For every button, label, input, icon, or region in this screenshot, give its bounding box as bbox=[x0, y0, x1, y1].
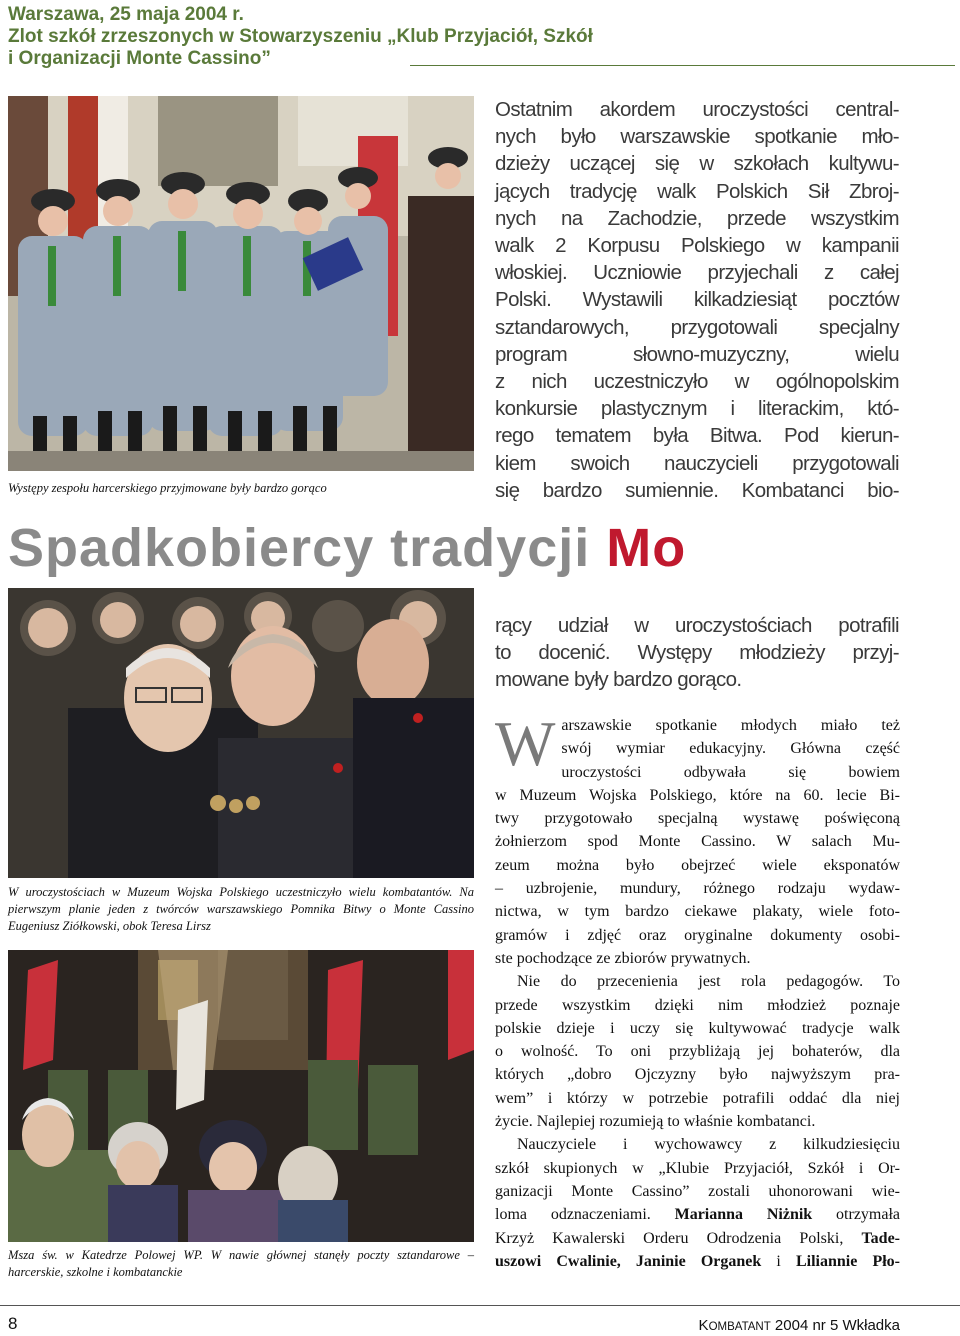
body-line: przede wszystkim dzięki nim młodzież poznaje bbox=[495, 996, 900, 1014]
lead-line: kiem swoich nauczycieli przygotowali bbox=[495, 451, 899, 475]
body-line: nictwa, w tym bardzo ciekawe plakaty, wiele foto- bbox=[495, 903, 900, 921]
lead-line: się bardzo sumiennie. Kombatanci bio- bbox=[495, 478, 899, 502]
body-line: życie. Najlepiej rozumieją to właśnie kombatanci. bbox=[495, 1113, 816, 1131]
body-line: arszawskie spotkanie młodych miało też bbox=[561, 717, 900, 734]
body-line: szkół skupionych w „Klubie Przyjaciół, Szkół i Or- bbox=[495, 1159, 900, 1177]
lead-line: to docenić. Występy młodzieży przyj- bbox=[495, 641, 899, 665]
lead-line: rący udział w uroczystościach potrafili bbox=[495, 614, 899, 637]
body-line: swój wymiar edukacyjny. Główna część bbox=[561, 740, 900, 758]
photo-scouts-choir bbox=[8, 96, 474, 471]
body-line: w Muzeum Wojska Polskiego, które na 60. lecie Bi- bbox=[495, 786, 900, 804]
body-line: o wolność. To oni przybliżają jej bohaterów, dla bbox=[495, 1043, 900, 1061]
body-line: ste pochodzące ze zbiorów prywatnych. bbox=[495, 949, 751, 967]
article-title bbox=[8, 518, 686, 578]
lead-line: jących tradycję walk Polskich Sił Zbroj- bbox=[495, 179, 899, 203]
lead-line: mowane były bardzo gorąco. bbox=[495, 668, 742, 692]
person-name: Marianna Niżnik bbox=[674, 1206, 813, 1224]
body-line bbox=[495, 1250, 900, 1273]
lead-line: program słowno-muzyczny, wielu bbox=[495, 342, 899, 366]
body-line: – uzbrojenie, mundury, różnego rodzaju wydaw- bbox=[495, 880, 900, 898]
lead-paragraph bbox=[495, 96, 899, 504]
lead-line: Ostatnim akordem uroczystości central- bbox=[495, 98, 899, 121]
body-line: Nauczyciele i wychowawcy z kilkudziesięciu bbox=[517, 1136, 900, 1154]
footer-rule bbox=[0, 1305, 960, 1306]
magazine-name-initial: K bbox=[698, 1317, 709, 1334]
body-line bbox=[495, 1227, 900, 1250]
body-text: loma odznaczeniami. bbox=[495, 1206, 675, 1224]
person-name: uszowi Cwalinie, Janinie Organek bbox=[495, 1252, 762, 1270]
issue-info: 2004 nr 5 Wkładka bbox=[770, 1317, 900, 1334]
body-line bbox=[495, 1203, 900, 1226]
body-line: których „dobro Ojczyzny było najwyższym pra- bbox=[495, 1066, 900, 1084]
lead-line: rego tematem była Bitwa. Pod kierun- bbox=[495, 424, 899, 448]
dropcap: W bbox=[495, 708, 556, 779]
magazine-name-rest: OMBATANT bbox=[708, 1321, 771, 1333]
lead-line: sztandarowych, przygotowali specjalny bbox=[495, 315, 899, 339]
person-name: Tade- bbox=[861, 1229, 900, 1247]
body-line: wem” i którzy w potrzebie potrafili oddać dla niej bbox=[495, 1089, 900, 1107]
photo-top-caption: Występy zespołu harcerskiego przyjmowane były bardzo gorąco bbox=[8, 481, 327, 495]
body-line: Nie do przecenienia jest rola pedagogów. To bbox=[517, 973, 900, 991]
person-name: Liliannie Pło- bbox=[795, 1252, 901, 1270]
body-line: żołnierzom spod Monte Cassino. W salach Mu- bbox=[495, 833, 900, 851]
body-line: ganizacji Monte Cassino” zostali uhonorowani wie- bbox=[495, 1182, 900, 1200]
body-line: uroczystości odbywała się bowiem bbox=[561, 763, 900, 781]
photo-veterans-museum bbox=[8, 588, 474, 878]
lead-line: z nich uczestniczyło w ogólnopolskim bbox=[495, 370, 899, 394]
lead-line: Polski. Wystawili kilkadziesiąt pocztów bbox=[495, 288, 899, 312]
lead-line: konkursie plastycznym i literackim, któ- bbox=[495, 397, 899, 421]
header-rule bbox=[410, 65, 955, 66]
body-text: Krzyż Kawalerski Orderu Odrodzenia Polski, bbox=[495, 1229, 862, 1247]
magazine-issue bbox=[699, 1317, 900, 1334]
article-title-accent: Mo bbox=[606, 518, 687, 578]
photo-middle-caption: W uroczystościach w Muzeum Wojska Polskiego uczestniczyło wielu kombatantów. Na pierwszym planie jeden z twórców warszawskiego Pomnika Bitwy o Monte Cassino Eugeniusz Ziółkowski, obok Teresa Lirsz bbox=[8, 885, 474, 933]
lead-line: nych na Zachodzie, przede wszystkim bbox=[495, 206, 899, 230]
body-text: i bbox=[761, 1252, 796, 1270]
body-line: twy przygotowało specjalną wystawę poświęconą bbox=[495, 810, 900, 828]
article-title-main: Spadkobiercy tradycji bbox=[8, 518, 607, 578]
lead-line: nych było warszawskie spotkanie mło- bbox=[495, 125, 899, 149]
article-body bbox=[495, 708, 901, 1273]
photo-field-cathedral-mass bbox=[8, 950, 474, 1242]
body-line: zeum można było obejrzeć wiele eksponatów bbox=[495, 856, 900, 874]
lead-line: włoskiej. Uczniowie przyjechali z całej bbox=[495, 261, 899, 285]
body-line: gramów i zdjęć oraz oryginalne dokumenty osobi- bbox=[495, 926, 900, 944]
lead-line: dzieży uczącej się w szkołach kultywu- bbox=[495, 152, 899, 176]
lead-continuation bbox=[495, 612, 899, 694]
header-title-line1: Zlot szkół zrzeszonych w Stowarzyszeniu „Klub Przyjaciół, Szkół bbox=[8, 26, 593, 47]
header-title-line2: i Organizacji Monte Cassino” bbox=[8, 48, 271, 69]
body-text: otrzymała bbox=[812, 1206, 901, 1224]
page-number: 8 bbox=[8, 1314, 18, 1333]
lead-line: walk 2 Korpusu Polskiego w kampanii bbox=[495, 234, 899, 258]
header-date: Warszawa, 25 maja 2004 r. bbox=[8, 4, 244, 25]
body-line: polskie dzieje i uczy się kultywować tradycje walk bbox=[495, 1019, 900, 1037]
photo-bottom-caption: Msza św. w Katedrze Polowej WP. W nawie głównej stanęły poczty sztandarowe – harcerskie, szkolne i kombatanckie bbox=[8, 1248, 474, 1279]
